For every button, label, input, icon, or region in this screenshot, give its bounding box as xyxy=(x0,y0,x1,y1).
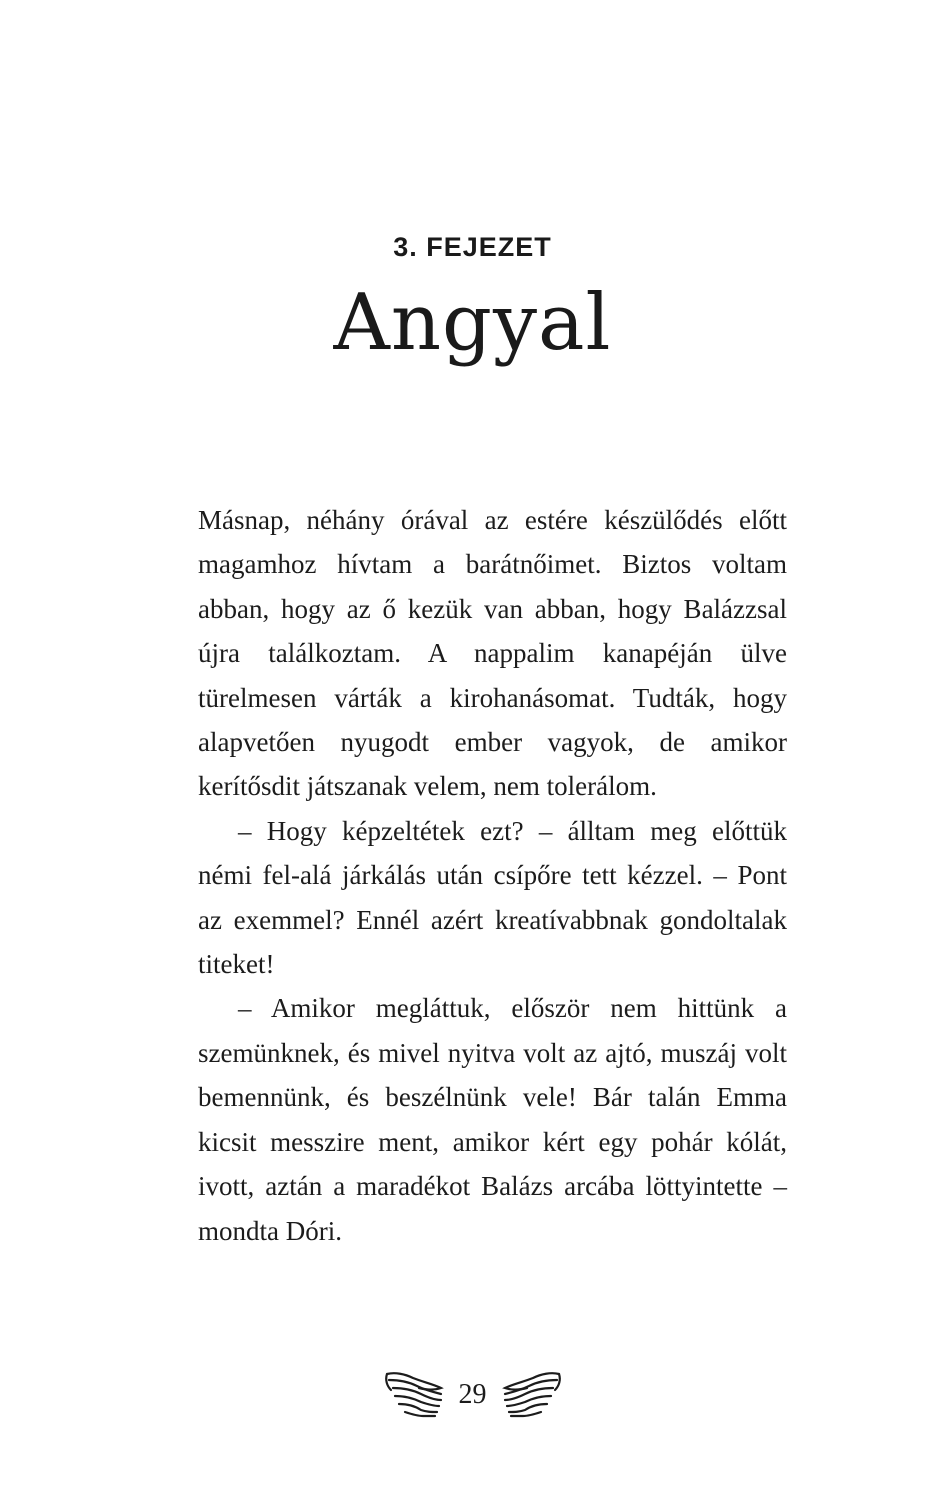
page-footer xyxy=(0,1368,945,1422)
chapter-body xyxy=(198,498,787,1253)
paragraph-1: Másnap, néhány órával az estére készülődés előtt magamhoz hívtam a barátnőimet. Biztos voltam abban, hogy az ő kezük van abban, hogy Balázzsal újra találkoztam. A nappalim kanapéján ülve türelmesen várták a kirohanásomat. Tudták, hogy alapvetően nyugodt ember vagyok, de amikor kerítősdit játszanak velem, nem tolerálom. xyxy=(198,505,787,802)
paragraph-3: – Amikor megláttuk, először nem hittünk a szemünknek, és mivel nyitva volt az ajtó, muszáj volt bemennünk, és beszélnünk vele! Bár talán Emma kicsit messzire ment, amikor kért egy pohár kólát, ivott, aztán a maradékot Balázs arcába löttyintette – mondta Dóri. xyxy=(198,993,787,1246)
angel-wing-left-icon xyxy=(383,1368,445,1422)
paragraph-2: – Hogy képzeltétek ezt? – álltam meg előttük némi fel-alá járkálás után csípőre tett kézzel. – Pont az exemmel? Ennél azért kreatívabbnak gondoltalak titeket! xyxy=(198,815,787,980)
chapter-title: Angyal xyxy=(333,278,612,368)
chapter-label: 3. FEJEZET xyxy=(393,232,552,262)
angel-wing-right-icon xyxy=(501,1368,563,1422)
page-number: 29 xyxy=(458,1379,487,1410)
